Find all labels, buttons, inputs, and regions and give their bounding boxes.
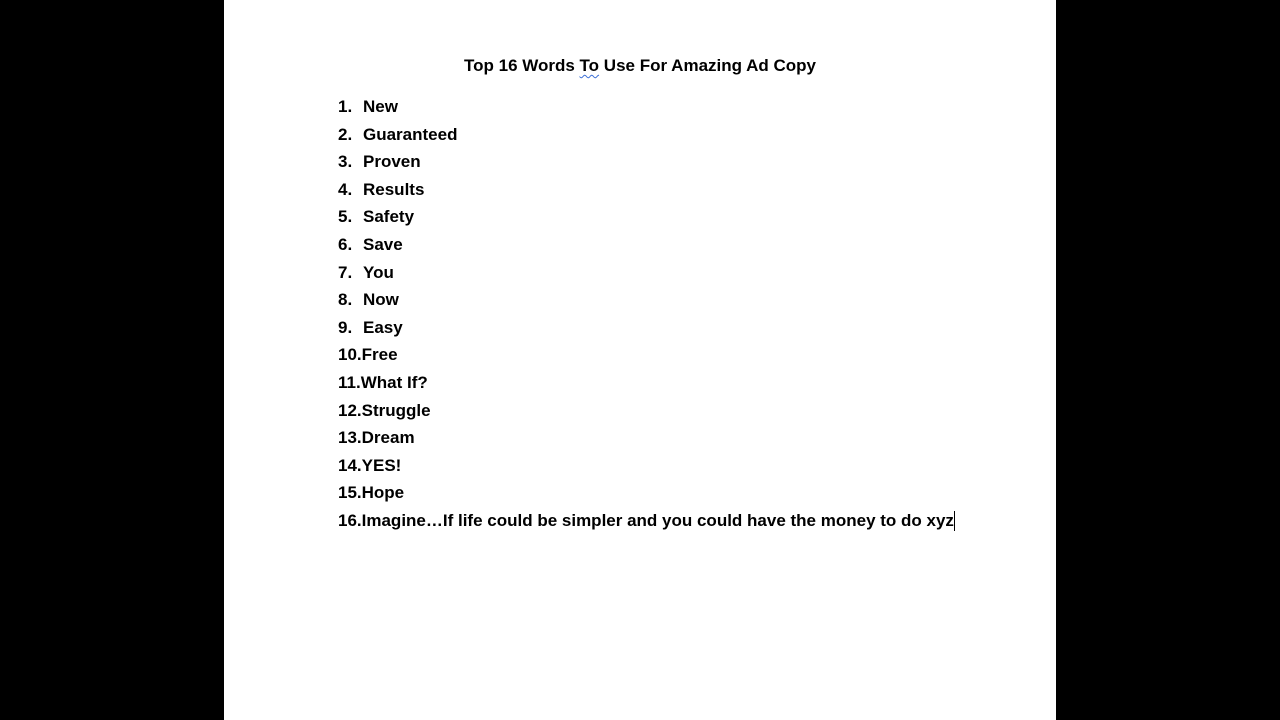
list-item-text: Now <box>363 290 399 310</box>
list-item-number: 8. <box>338 290 353 310</box>
document-title <box>224 54 1056 78</box>
list-item-text: New <box>363 97 398 116</box>
list-item-number: 13. <box>338 428 362 448</box>
list-item <box>338 479 955 507</box>
list-item-number: 15. <box>338 483 362 503</box>
list-item <box>338 424 955 452</box>
list-item <box>338 121 955 149</box>
list-item <box>338 452 955 480</box>
list-item-text: Free <box>361 345 398 365</box>
list-item-text: Imagine…If life could be simpler and you could have the money to do xyz <box>361 510 954 530</box>
list-item-text: YES! <box>361 455 402 475</box>
numbered-word-list <box>338 93 955 535</box>
list-item <box>338 231 955 259</box>
list-item-number: 4. <box>338 179 353 199</box>
list-item-number: 10. <box>338 345 362 365</box>
list-item <box>338 93 955 121</box>
list-item <box>338 148 955 176</box>
list-item <box>338 341 955 369</box>
list-item-text: Hope <box>361 483 405 503</box>
list-item-text: Easy <box>363 317 403 337</box>
title-text-after: Use For Amazing Ad Copy <box>599 56 816 75</box>
list-item <box>338 259 955 287</box>
list-item-text: Guaranteed <box>363 124 458 144</box>
list-item-number: 5. <box>338 207 353 227</box>
list-item <box>338 507 955 535</box>
list-item <box>338 176 955 204</box>
list-item-text: What If? <box>360 372 428 392</box>
list-item-number: 16. <box>338 510 362 530</box>
list-item <box>338 369 955 397</box>
list-item-number: 14. <box>338 455 362 475</box>
list-item-text: You <box>363 262 394 282</box>
list-item-number: 6. <box>338 234 353 254</box>
list-item <box>338 397 955 425</box>
list-item-text: Results <box>363 179 425 199</box>
list-item <box>338 286 955 314</box>
list-item-text: Save <box>363 234 403 254</box>
list-item-number: 11. <box>338 372 361 392</box>
document-page[interactable] <box>224 0 1056 720</box>
list-item-number: 3. <box>338 152 353 172</box>
list-item-number: 1. <box>338 97 353 116</box>
title-spellcheck-word: To <box>579 56 600 75</box>
text-cursor <box>954 511 955 531</box>
list-item-text: Dream <box>361 428 415 448</box>
list-item-text: Struggle <box>361 400 431 420</box>
list-item <box>338 203 955 231</box>
list-item-number: 12. <box>338 400 362 420</box>
list-item-text: Proven <box>363 152 421 172</box>
list-item-number: 7. <box>338 262 353 282</box>
list-item <box>338 314 955 342</box>
list-item-text: Safety <box>363 207 415 227</box>
list-item-number: 2. <box>338 124 353 144</box>
title-text-before: Top 16 Words <box>464 56 580 75</box>
list-item-number: 9. <box>338 317 353 337</box>
